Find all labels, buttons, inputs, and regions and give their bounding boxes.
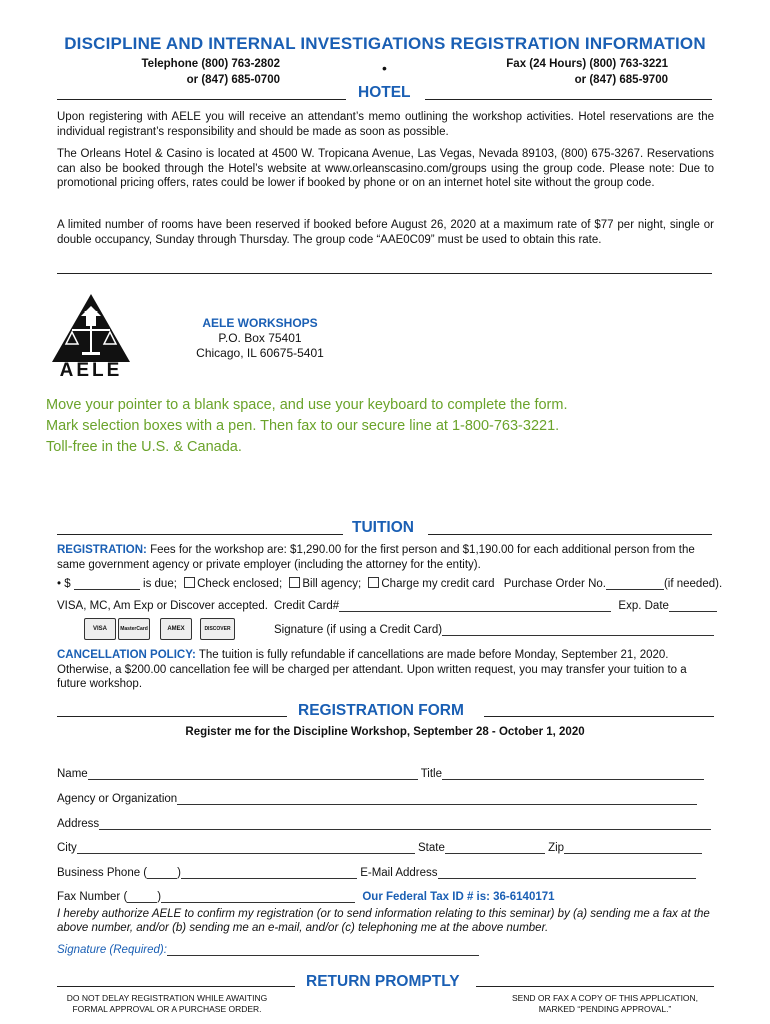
- agency-row: [57, 793, 697, 805]
- footer-left-line: FORMAL APPROVAL OR A PURCHASE ORDER.: [72, 1004, 262, 1014]
- hotel-paragraph-2: The Orleans Hotel & Casino is located at 4500 W. Tropicana Avenue, Las Vegas, Nevada 89103, (800) 675-3267. Reservations can also be booked through the Hotel’s website at www.orleanscasino.com/groups using the group code. Please note: Due to promotional pricing offers, rates could be lower if booked by phone or on an internet hotel site without the group code.: [57, 148, 714, 189]
- footer-right-note: [494, 993, 716, 1015]
- instruction-line: Toll-free in the U.S. & Canada.: [46, 439, 242, 455]
- zip-field[interactable]: [564, 842, 702, 854]
- city-field[interactable]: [77, 842, 415, 854]
- card-signature-label: Signature (if using a Credit Card): [274, 624, 443, 636]
- credit-card-field[interactable]: [339, 600, 611, 612]
- name-label: Name: [57, 768, 88, 780]
- charge-card-label: Charge my credit card: [381, 578, 495, 590]
- footer-left-line: DO NOT DELAY REGISTRATION WHILE AWAITING: [66, 993, 268, 1003]
- divider: [428, 534, 712, 535]
- cancellation-text: The tuition is fully refundable if cancellations are made before Monday, September 21, 2020. Otherwise, a $200.00 cancellation fee will be charged per attendant. Upon written request, you may transfer your tuition to a future workshop.: [57, 649, 687, 690]
- card-signature-row: [274, 624, 714, 636]
- address-block: [180, 316, 340, 361]
- phone-line-2: or (847) 685-0700: [186, 74, 280, 86]
- phone-row: Business Phone ( ) E-Mail Address: [57, 867, 696, 879]
- amex-icon: AMEX: [160, 618, 192, 640]
- mastercard-icon: MasterCard: [118, 618, 150, 640]
- registration-fees: [57, 543, 714, 572]
- business-phone-label: Business Phone (: [57, 867, 148, 879]
- footer-right-line: SEND OR FAX A COPY OF THIS APPLICATION,: [511, 993, 699, 1003]
- hotel-paragraph-1: Upon registering with AELE you will receive an attendant’s memo outlining the workshop activities. Hotel reservations are the individual registrant’s responsibility and should be made as soon as possible.: [57, 111, 714, 138]
- aele-logo: [50, 292, 132, 382]
- fax-number-field[interactable]: [161, 891, 355, 903]
- bill-agency-label: Bill agency;: [302, 578, 362, 590]
- fax-line-2: or (847) 685-9700: [574, 74, 668, 86]
- address-city: Chicago, IL 60675-5401: [196, 346, 324, 360]
- page-title: DISCIPLINE AND INTERNAL INVESTIGATIONS REGISTRATION INFORMATION: [64, 34, 706, 53]
- authorization-text: I hereby authorize AELE to confirm my registration (or to send information relating to this seminar) by (a) sending me a fax at the above number, and/or (b) sending me an e-mail, and/or (c) telephoning me at the above number.: [57, 908, 710, 934]
- visa-icon: VISA: [84, 618, 116, 640]
- address-name: AELE WORKSHOPS: [202, 316, 318, 330]
- divider: [57, 273, 712, 274]
- email-label: E-Mail Address: [360, 867, 438, 879]
- divider: [484, 716, 714, 717]
- instruction-line: Move your pointer to a blank space, and use your keyboard to complete the form.: [46, 397, 568, 413]
- hotel-heading: HOTEL: [358, 84, 411, 101]
- bill-agency-checkbox[interactable]: [289, 577, 300, 588]
- email-field[interactable]: [438, 867, 696, 879]
- hotel-paragraph-3: A limited number of rooms have been reserved if booked before August 26, 2020 at a maximum rate of $77 per night, single or double occupancy, Sunday through Thursday. The group code “AAE0C09” must be used to obtain this rate.: [57, 219, 714, 246]
- divider: [476, 986, 714, 987]
- divider: [425, 99, 712, 100]
- address-label: Address: [57, 818, 100, 830]
- tuition-heading: TUITION: [352, 519, 414, 536]
- card-signature-field[interactable]: [442, 624, 714, 636]
- check-enclosed-label: Check enclosed;: [197, 578, 283, 590]
- exp-date-field[interactable]: [669, 600, 717, 612]
- signature-label: Signature (Required):: [57, 944, 167, 956]
- divider: [57, 716, 287, 717]
- payment-row: [57, 577, 722, 590]
- cards-accepted-text: VISA, MC, Am Exp or Discover accepted.: [57, 600, 268, 612]
- amount-due-field[interactable]: [74, 578, 140, 590]
- city-label: City: [57, 842, 77, 854]
- footer-right-line: MARKED “PENDING APPROVAL.”: [538, 1004, 672, 1014]
- address-field[interactable]: [99, 818, 711, 830]
- fax-number-label: Fax Number (: [57, 891, 128, 903]
- exp-date-label: Exp. Date: [618, 600, 669, 612]
- registration-text: Fees for the workshop are: $1,290.00 for the first person and $1,190.00 for each additional person from the same government agency or private employer (including the attorney for the entity).: [57, 544, 695, 571]
- city-row: [57, 842, 702, 854]
- state-label: State: [418, 842, 445, 854]
- business-phone-field[interactable]: [181, 867, 357, 879]
- address-box: P.O. Box 75401: [218, 331, 302, 345]
- fax-row: Fax Number ( ) Our Federal Tax ID # is: 36-6140171: [57, 891, 555, 903]
- divider: [57, 986, 295, 987]
- agency-field[interactable]: [177, 793, 697, 805]
- name-row: [57, 768, 704, 780]
- form-subtitle: Register me for the Discipline Workshop, September 28 - October 1, 2020: [185, 726, 585, 738]
- state-field[interactable]: [445, 842, 545, 854]
- is-due-label: is due;: [143, 578, 177, 590]
- registration-label: REGISTRATION:: [57, 544, 147, 556]
- signature-row: [57, 944, 479, 956]
- cancellation-label: CANCELLATION POLICY:: [57, 649, 196, 661]
- tax-id: Our Federal Tax ID # is: 36-6140171: [362, 891, 555, 903]
- signature-field[interactable]: [167, 944, 479, 956]
- instructions: [46, 395, 567, 458]
- fax-area-code-field[interactable]: [127, 891, 157, 903]
- agency-label: Agency or Organization: [57, 793, 178, 805]
- divider: [57, 99, 346, 100]
- instruction-line: Mark selection boxes with a pen. Then fax to our secure line at 1-800-763-3221.: [46, 418, 560, 434]
- title-label: Title: [420, 768, 442, 780]
- bullet-dot: •: [382, 60, 387, 76]
- title-field[interactable]: [442, 768, 704, 780]
- name-field[interactable]: [88, 768, 418, 780]
- zip-label: Zip: [548, 842, 565, 854]
- phone-area-code-field[interactable]: [147, 867, 177, 879]
- address-row: [57, 818, 711, 830]
- cancellation-policy: [57, 648, 714, 692]
- if-needed-label: (if needed).: [663, 578, 723, 590]
- logo-text: AELE: [59, 360, 123, 381]
- amount-bullet: • $: [57, 578, 71, 590]
- registration-form-heading: REGISTRATION FORM: [298, 702, 464, 719]
- check-enclosed-checkbox[interactable]: [184, 577, 195, 588]
- fax-line-1: Fax (24 Hours) (800) 763-3221: [506, 58, 668, 70]
- phone-block: [130, 58, 280, 86]
- phone-line-1: Telephone (800) 763-2802: [141, 58, 280, 70]
- charge-card-checkbox[interactable]: [368, 577, 379, 588]
- fax-block: [488, 58, 668, 86]
- divider: [57, 534, 343, 535]
- credit-card-label: Credit Card#: [274, 600, 340, 612]
- purchase-order-label: Purchase Order No.: [503, 578, 606, 590]
- discover-icon: DISCOVER: [200, 618, 235, 640]
- purchase-order-field[interactable]: [606, 578, 664, 590]
- credit-card-row: [274, 600, 717, 612]
- return-promptly-heading: RETURN PROMPTLY: [306, 973, 460, 990]
- footer-left-note: [57, 993, 277, 1015]
